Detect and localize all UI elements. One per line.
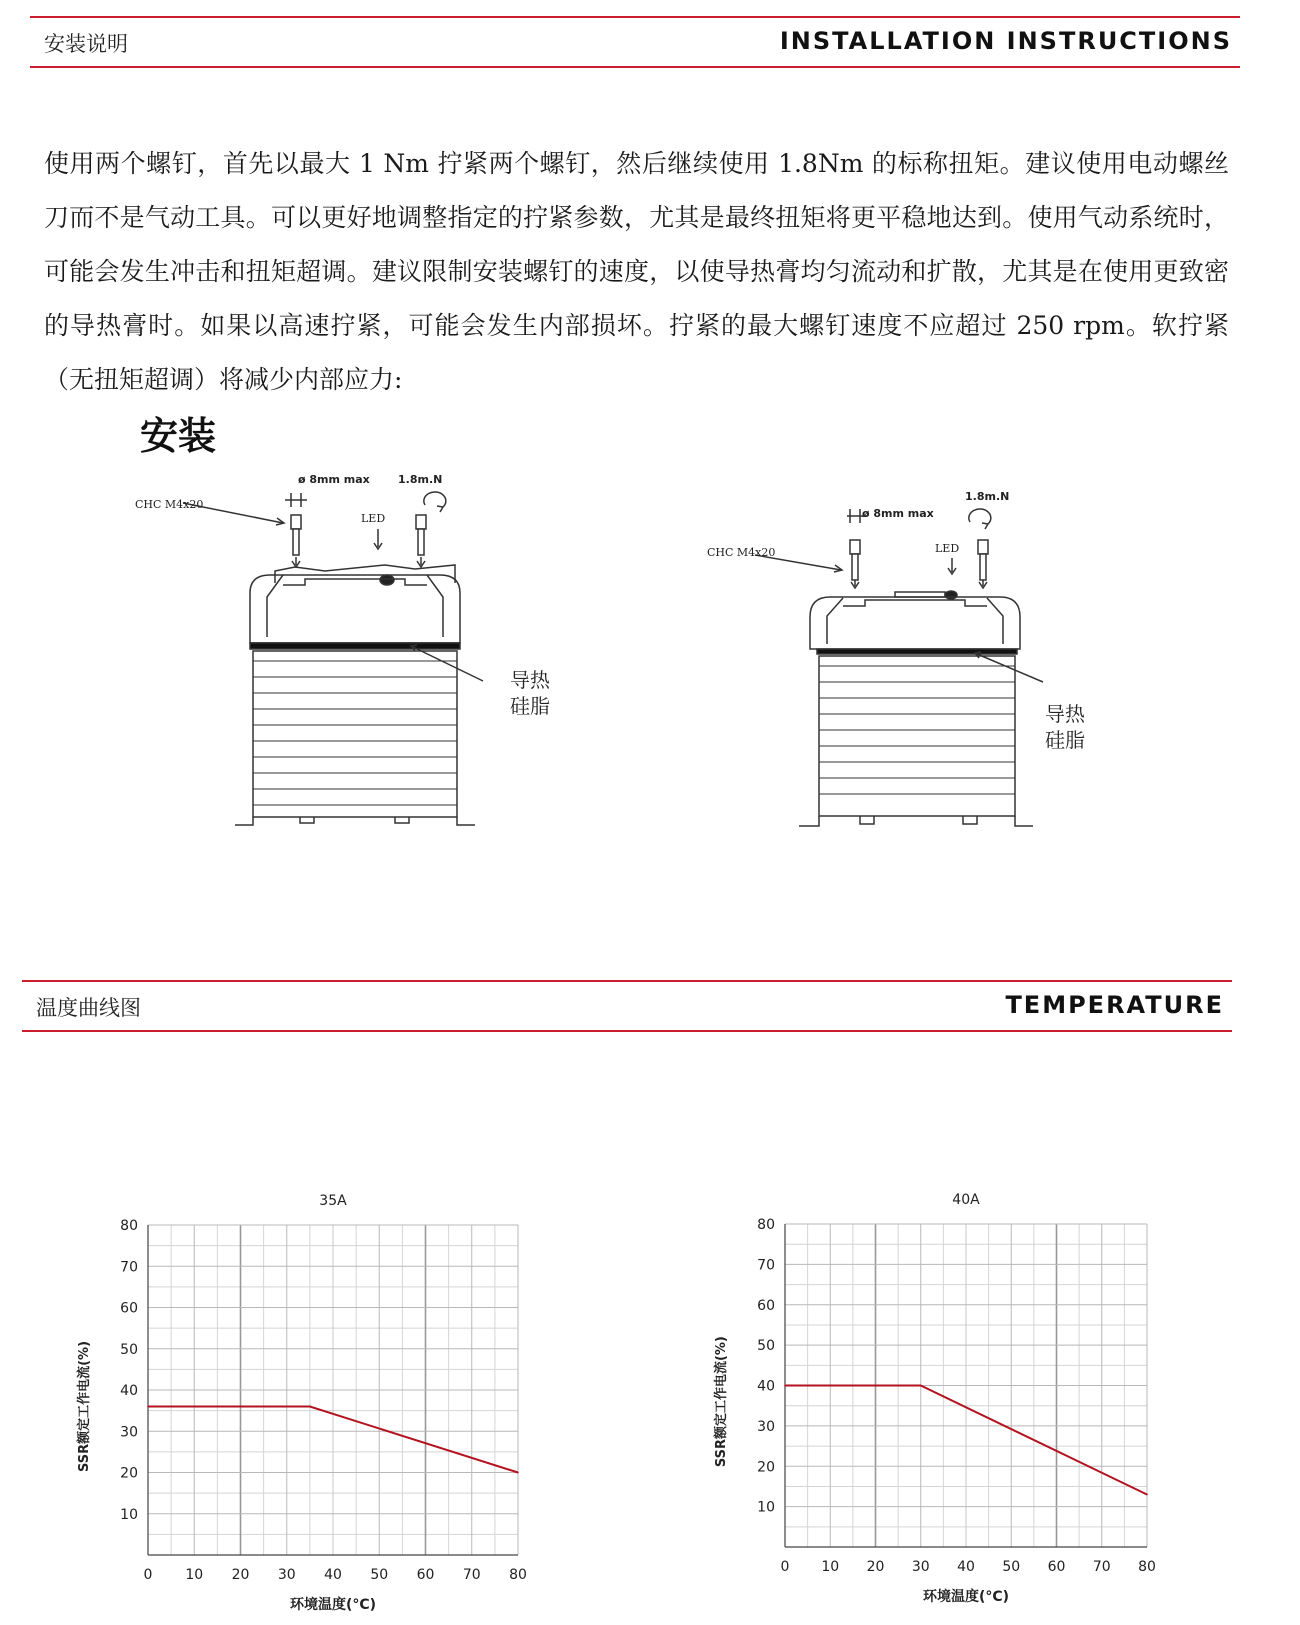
section-title-en: INSTALLATION INSTRUCTIONS: [779, 27, 1232, 55]
section-header-temperature: [22, 980, 1232, 1032]
header-rule-bottom: [30, 66, 1240, 68]
x-tick-label: 60: [416, 1567, 435, 1583]
derating-chart-40a: [714, 1182, 1220, 1614]
diagram-2-led-label: LED: [935, 542, 960, 555]
install-diagram-2: [695, 482, 1115, 892]
chart-title: 35A: [319, 1193, 347, 1209]
y-tick-label: 80: [757, 1217, 775, 1233]
x-tick-label: 50: [370, 1567, 389, 1583]
install-diagram-1: [125, 465, 550, 885]
y-tick-label: 10: [757, 1499, 775, 1516]
x-tick-label: 0: [143, 1567, 153, 1583]
diagram-2-grease-line1: 导热: [1045, 702, 1085, 726]
chart-title: 40A: [952, 1192, 980, 1208]
diagram-2-grease-line2: 硅脂: [1045, 728, 1085, 752]
y-tick-label: 20: [757, 1459, 775, 1476]
x-tick-label: 30: [911, 1559, 930, 1575]
header-rule-top: [22, 980, 1232, 982]
x-tick-label: 20: [866, 1559, 885, 1575]
y-tick-label: 50: [120, 1341, 138, 1358]
data-point: [309, 1406, 311, 1408]
diagram-1-grease-line2: 硅脂: [510, 694, 550, 718]
x-tick-label: 50: [1002, 1559, 1021, 1575]
x-tick-label: 60: [1047, 1559, 1066, 1575]
install-title: 安装: [140, 414, 217, 458]
diagram-2-screw-label: CHC M4x20: [707, 546, 776, 559]
x-tick-label: 30: [277, 1567, 296, 1583]
section-title-cn: 温度曲线图: [36, 996, 141, 1020]
x-tick-label: 10: [821, 1559, 840, 1575]
data-point: [517, 1472, 519, 1474]
diagram-2-torque-label: 1.8m.N: [965, 490, 1010, 503]
x-tick-label: 20: [231, 1567, 250, 1583]
y-axis-label: SSR额定工作电流(%): [77, 1340, 92, 1473]
y-tick-label: 30: [757, 1418, 775, 1435]
diagram-1-torque-label: 1.8m.N: [398, 473, 443, 486]
diagram-1-led-label: LED: [361, 512, 386, 525]
intro-paragraph: 使用两个螺钉，首先以最大 1 Nm 拧紧两个螺钉，然后继续使用 1.8Nm 的标称扭矩。建议使用电动螺丝刀而不是气动工具。可以更好地调整指定的拧紧参数，尤其是最终扭矩将更平稳地达到。使用气动系统时，可能会发生冲击和扭矩超调。建议限制安装螺钉的速度，以使导热膏均匀流动和扩散，尤其是在使用更致密的导热膏时。如果以高速拧紧，可能会发生内部损坏。拧紧的最大螺钉速度不应超过 250 rpm。软拧紧（无扭矩超调）将减少内部应力:: [44, 149, 1229, 394]
x-tick-label: 40: [324, 1567, 342, 1583]
y-tick-label: 20: [120, 1465, 138, 1482]
y-tick-label: 80: [120, 1218, 138, 1234]
y-tick-label: 10: [120, 1506, 138, 1523]
diagram-1-grease-line1: 导热: [510, 668, 550, 692]
x-axis-label: 环境温度(°C): [922, 1589, 1010, 1605]
diagram-2-diameter-label: ø 8mm max: [862, 507, 934, 520]
data-point: [1146, 1494, 1148, 1496]
header-rule-top: [30, 16, 1240, 18]
data-point: [147, 1406, 149, 1408]
header-rule-bottom: [22, 1030, 1232, 1032]
diagram-1-diameter-label: ø 8mm max: [298, 473, 370, 486]
y-tick-label: 30: [120, 1424, 138, 1441]
y-tick-label: 40: [757, 1378, 775, 1395]
y-axis-label: SSR额定工作电流(%): [714, 1336, 729, 1468]
diagram-1-screw-label: CHC M4x20: [135, 498, 204, 511]
section-header-installation: [30, 16, 1240, 68]
y-tick-label: 50: [757, 1338, 775, 1355]
y-tick-label: 40: [120, 1383, 138, 1399]
data-point: [784, 1385, 786, 1387]
derating-chart-35a: [60, 1185, 580, 1625]
section-title-en: TEMPERATURE: [1005, 991, 1224, 1019]
y-tick-label: 60: [757, 1297, 775, 1314]
section-title-cn: 安装说明: [44, 32, 128, 56]
x-tick-label: 80: [509, 1567, 527, 1583]
x-tick-label: 10: [185, 1567, 204, 1583]
x-tick-label: 0: [780, 1559, 790, 1575]
x-tick-label: 80: [1138, 1559, 1156, 1575]
x-axis-label: 环境温度(°C): [289, 1597, 377, 1613]
x-tick-label: 70: [1092, 1559, 1111, 1575]
y-tick-label: 70: [120, 1259, 138, 1276]
y-tick-label: 70: [757, 1257, 775, 1274]
x-tick-label: 40: [957, 1559, 975, 1575]
data-point: [920, 1385, 922, 1387]
x-tick-label: 70: [462, 1567, 481, 1583]
y-tick-label: 60: [120, 1300, 138, 1317]
